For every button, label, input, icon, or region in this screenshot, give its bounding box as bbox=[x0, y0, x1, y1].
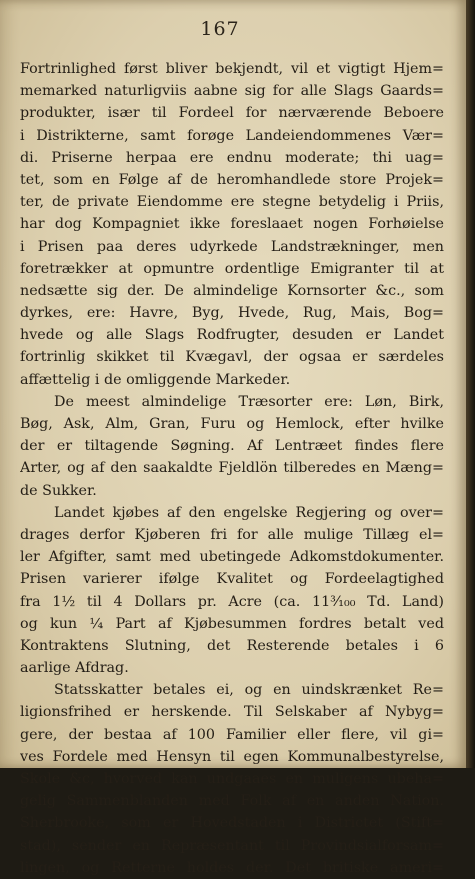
text-line: tet, som en Følge af de heromhandlede store Projek= bbox=[20, 171, 444, 188]
text-line: i Distrikterne, samt forøge Landeiendommenes Vær= bbox=[20, 127, 444, 144]
text-line: drages derfor Kjøberen fri for alle mulige Tillæg el= bbox=[20, 526, 444, 543]
text-line: Landet kjøbes af den engelske Regjering og over= bbox=[54, 504, 444, 521]
text-line: fortrinlig skikket til Kvægavl, der ogsaa er særdeles bbox=[20, 349, 444, 366]
text-line: memarked naturligviis aabne sig for alle Slags Gaards= bbox=[20, 83, 444, 100]
text-line: De meest almindelige Træsorter ere: Løn, Birk, bbox=[54, 393, 444, 410]
text-line: gelig Sammenblanden med Folk af en anden Nation. bbox=[20, 793, 444, 810]
text-line: Prisen varierer ifølge Kvalitet og Fordeelagtighed bbox=[20, 571, 444, 588]
text-line: nedsætte sig der. De almindelige Kornsorter &c., som bbox=[20, 282, 444, 299]
body-text bbox=[20, 58, 444, 879]
text-line: ler Afgifter, samt med ubetingede Adkomstdokumenter. bbox=[20, 549, 444, 566]
text-line: hvede og alle Slags Rodfrugter, desuden er Landet bbox=[20, 327, 444, 344]
text-line: har dog Kompagniet ikke foreslaaet nogen Forhøielse bbox=[20, 216, 444, 233]
text-line: affættelig i de omliggende Markeder. bbox=[20, 371, 291, 388]
text-line: de Sukker. bbox=[20, 482, 97, 499]
text-line: Arter, og af den saakaldte Fjeldlön tilberedes en Mæng= bbox=[20, 460, 444, 477]
text-line: og kun ¼ Part af Kjøbesummen fordres betalt ved bbox=[20, 615, 444, 632]
text-line: der er tiltagende Søgning. Af Lentræet findes flere bbox=[20, 438, 444, 455]
text-line: aarlige Afdrag. bbox=[20, 660, 129, 677]
text-line: gere, der bestaa af 100 Familier eller flere, vil gi= bbox=[20, 726, 444, 743]
text-line: Skole &c, hvorved kan undgaaes en muligens ubeha= bbox=[20, 771, 444, 787]
text-line: Bøg, Ask, Alm, Gran, Furu og Hemlock, efter hvilke bbox=[20, 416, 444, 432]
book-spine-shadow bbox=[466, 0, 475, 768]
text-line: fra 1½ til 4 Dollars pr. Acre (ca. 11³⁄₁₀₀ Td. Land) bbox=[20, 593, 444, 610]
text-line: di. Priserne herpaa ere endnu moderate; thi uag= bbox=[20, 149, 444, 166]
text-line: Statsskatter betales ei, og en uindskrænket Re= bbox=[54, 682, 444, 699]
text-line: foretrækker at opmuntre ordentlige Emigranter til at bbox=[20, 260, 444, 277]
text-line: Sherbrooke, som er Hovedstaden i Districtet (Stift= bbox=[20, 815, 444, 832]
text-line: Kontraktens Slutning, det Resterende betales i 6 bbox=[20, 637, 444, 654]
text-line: i Prisen paa deres udyrkede Landstrækninger, men bbox=[20, 238, 444, 255]
text-line: produkter, især til Fordeel for nærværende Beboere bbox=[20, 105, 444, 122]
text-line: ves Fordele med Hensyn til egen Kommunalbestyrelse, bbox=[20, 748, 444, 765]
text-line: Fortrinlighed først bliver bekjendt, vil et vigtigt Hjem= bbox=[20, 61, 444, 77]
text-line: ter, de private Eiendomme ere stegne betydelig i Priis, bbox=[20, 194, 444, 211]
page-number: 167 bbox=[200, 18, 240, 40]
text-line: stad), sender en Repræsentant til Provindsialforsam= bbox=[20, 837, 444, 854]
text-line: dyrkes, ere: Havre, Byg, Hvede, Rug, Mais, Bog= bbox=[20, 305, 444, 322]
text-line: ligionsfrihed er herskende. Til Selskaber af Nybyg= bbox=[20, 704, 444, 721]
text-line: lingen, og Retterne holdes der. Det britiske ameri= bbox=[20, 859, 444, 876]
